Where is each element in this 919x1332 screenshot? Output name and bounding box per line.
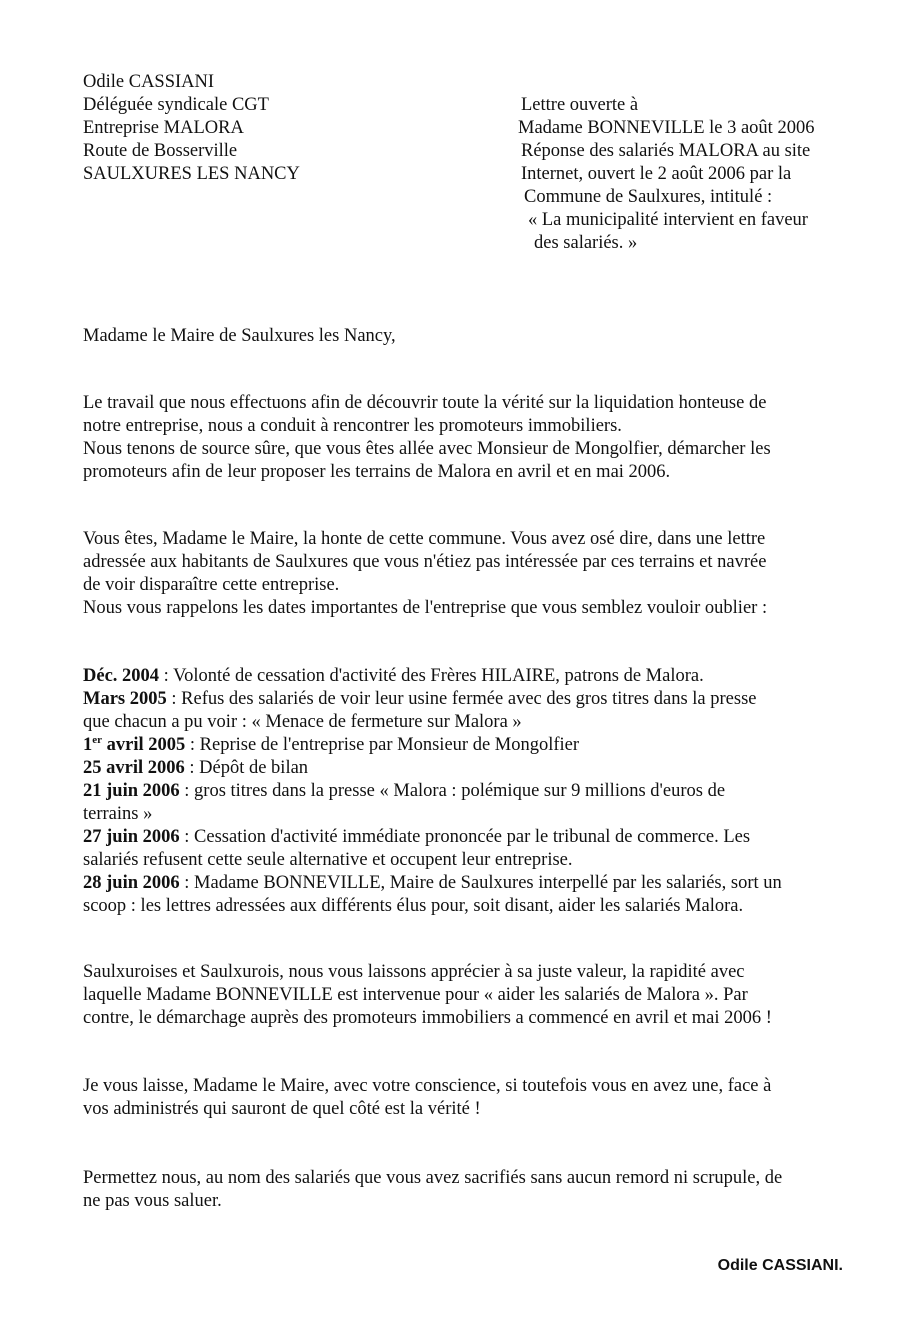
salutation: Madame le Maire de Saulxures les Nancy, xyxy=(83,326,396,346)
timeline-item xyxy=(83,780,782,803)
timeline-item xyxy=(83,872,782,895)
recipient-line: Lettre ouverte à xyxy=(521,95,639,115)
timeline-item xyxy=(83,688,782,711)
recipient-line: Réponse des salariés MALORA au site xyxy=(521,141,811,161)
timeline-continuation: terrains » xyxy=(83,804,153,824)
recipient-line: Commune de Saulxures, intitulé : xyxy=(524,187,773,207)
paragraph-line: adressée aux habitants de Saulxures que vous n'étiez pas intéressée par ces terrains et navrée xyxy=(83,552,767,572)
recipient-line: Madame BONNEVILLE le 3 août 2006 xyxy=(518,118,815,138)
timeline-text: : Reprise de l'entreprise par Monsieur de Mongolfier xyxy=(185,735,580,755)
timeline-text: : gros titres dans la presse « Malora : polémique sur 9 millions d'euros de xyxy=(179,781,726,801)
paragraph-line: Permettez nous, au nom des salariés que vous avez sacrifiés sans aucun remord ni scrupule, de xyxy=(83,1168,783,1188)
timeline-item xyxy=(83,826,782,849)
paragraph-conscience xyxy=(83,1075,853,1121)
paragraph-investigation xyxy=(83,392,853,484)
paragraph-line: Le travail que nous effectuons afin de découvrir toute la vérité sur la liquidation honteuse de xyxy=(83,393,767,413)
paragraph-line: Saulxuroises et Saulxurois, nous vous laissons apprécier à sa juste valeur, la rapidité avec xyxy=(83,962,745,982)
paragraph-line: Je vous laisse, Madame le Maire, avec votre conscience, si toutefois vous en avez une, face à xyxy=(83,1076,772,1096)
paragraph-line: Nous vous rappelons les dates importantes de l'entreprise que vous semblez vouloir oublier : xyxy=(83,598,768,618)
timeline-continuation: scoop : les lettres adressées aux différents élus pour, soit disant, aider les salariés Malora. xyxy=(83,896,744,916)
timeline-date-day: 1 xyxy=(83,735,93,755)
paragraph-line: vos administrés qui sauront de quel côté est la vérité ! xyxy=(83,1099,481,1119)
recipient-line: « La municipalité intervient en faveur xyxy=(528,210,808,230)
paragraph-accusation xyxy=(83,528,853,620)
timeline-continuation: salariés refusent cette seule alternative et occupent leur entreprise. xyxy=(83,850,573,870)
signature: Odile CASSIANI. xyxy=(717,1257,843,1274)
timeline-date xyxy=(83,735,185,755)
timeline-text: : Dépôt de bilan xyxy=(184,758,309,778)
timeline-date: Déc. 2004 xyxy=(83,666,160,686)
paragraph-line: notre entreprise, nous a conduit à rencontrer les promoteurs immobiliers. xyxy=(83,416,622,436)
timeline-item xyxy=(83,734,782,757)
recipient-line: des salariés. » xyxy=(534,233,638,253)
timeline-date: 21 juin 2006 xyxy=(83,781,180,801)
timeline-date-rest: avril 2005 xyxy=(102,735,186,755)
sender-street: Route de Bosserville xyxy=(83,141,238,161)
timeline-date: 27 juin 2006 xyxy=(83,827,180,847)
paragraph-line: ne pas vous saluer. xyxy=(83,1191,222,1211)
recipient-line: Internet, ouvert le 2 août 2006 par la xyxy=(521,164,792,184)
sender-name: Odile CASSIANI xyxy=(83,72,215,92)
timeline-date: Mars 2005 xyxy=(83,689,167,709)
paragraph-line: promoteurs afin de leur proposer les terrains de Malora en avril et en mai 2006. xyxy=(83,462,671,482)
letter-header-recipient xyxy=(518,94,814,255)
sender-company: Entreprise MALORA xyxy=(83,118,244,138)
paragraph-line: Vous êtes, Madame le Maire, la honte de cette commune. Vous avez osé dire, dans une lettre xyxy=(83,529,766,549)
sender-role: Déléguée syndicale CGT xyxy=(83,95,269,115)
timeline-text: : Refus des salariés de voir leur usine fermée avec des gros titres dans la presse xyxy=(166,689,757,709)
timeline-item xyxy=(83,665,782,688)
sender-address xyxy=(83,71,300,186)
timeline-date-ordinal: er xyxy=(92,733,103,746)
paragraph-closing xyxy=(83,1167,853,1213)
timeline-text: : Madame BONNEVILLE, Maire de Saulxures interpellé par les salariés, sort un xyxy=(179,873,782,893)
timeline-continuation: que chacun a pu voir : « Menace de fermeture sur Malora » xyxy=(83,712,522,732)
timeline-date: 28 juin 2006 xyxy=(83,873,180,893)
timeline-item xyxy=(83,757,782,780)
paragraph-line: contre, le démarchage auprès des promoteurs immobiliers a commencé en avril et mai 2006 ! xyxy=(83,1008,772,1028)
timeline-date: 25 avril 2006 xyxy=(83,758,185,778)
timeline-list xyxy=(83,665,782,918)
paragraph-line: de voir disparaître cette entreprise. xyxy=(83,575,340,595)
timeline-text: : Cessation d'activité immédiate prononcée par le tribunal de commerce. Les xyxy=(179,827,751,847)
sender-city: SAULXURES LES NANCY xyxy=(83,164,300,184)
paragraph-address-residents xyxy=(83,961,853,1030)
timeline-text: : Volonté de cessation d'activité des Frères HILAIRE, patrons de Malora. xyxy=(159,666,704,686)
paragraph-line: laquelle Madame BONNEVILLE est intervenue pour « aider les salariés de Malora ». Par xyxy=(83,985,748,1005)
paragraph-line: Nous tenons de source sûre, que vous êtes allée avec Monsieur de Mongolfier, démarcher les xyxy=(83,439,771,459)
